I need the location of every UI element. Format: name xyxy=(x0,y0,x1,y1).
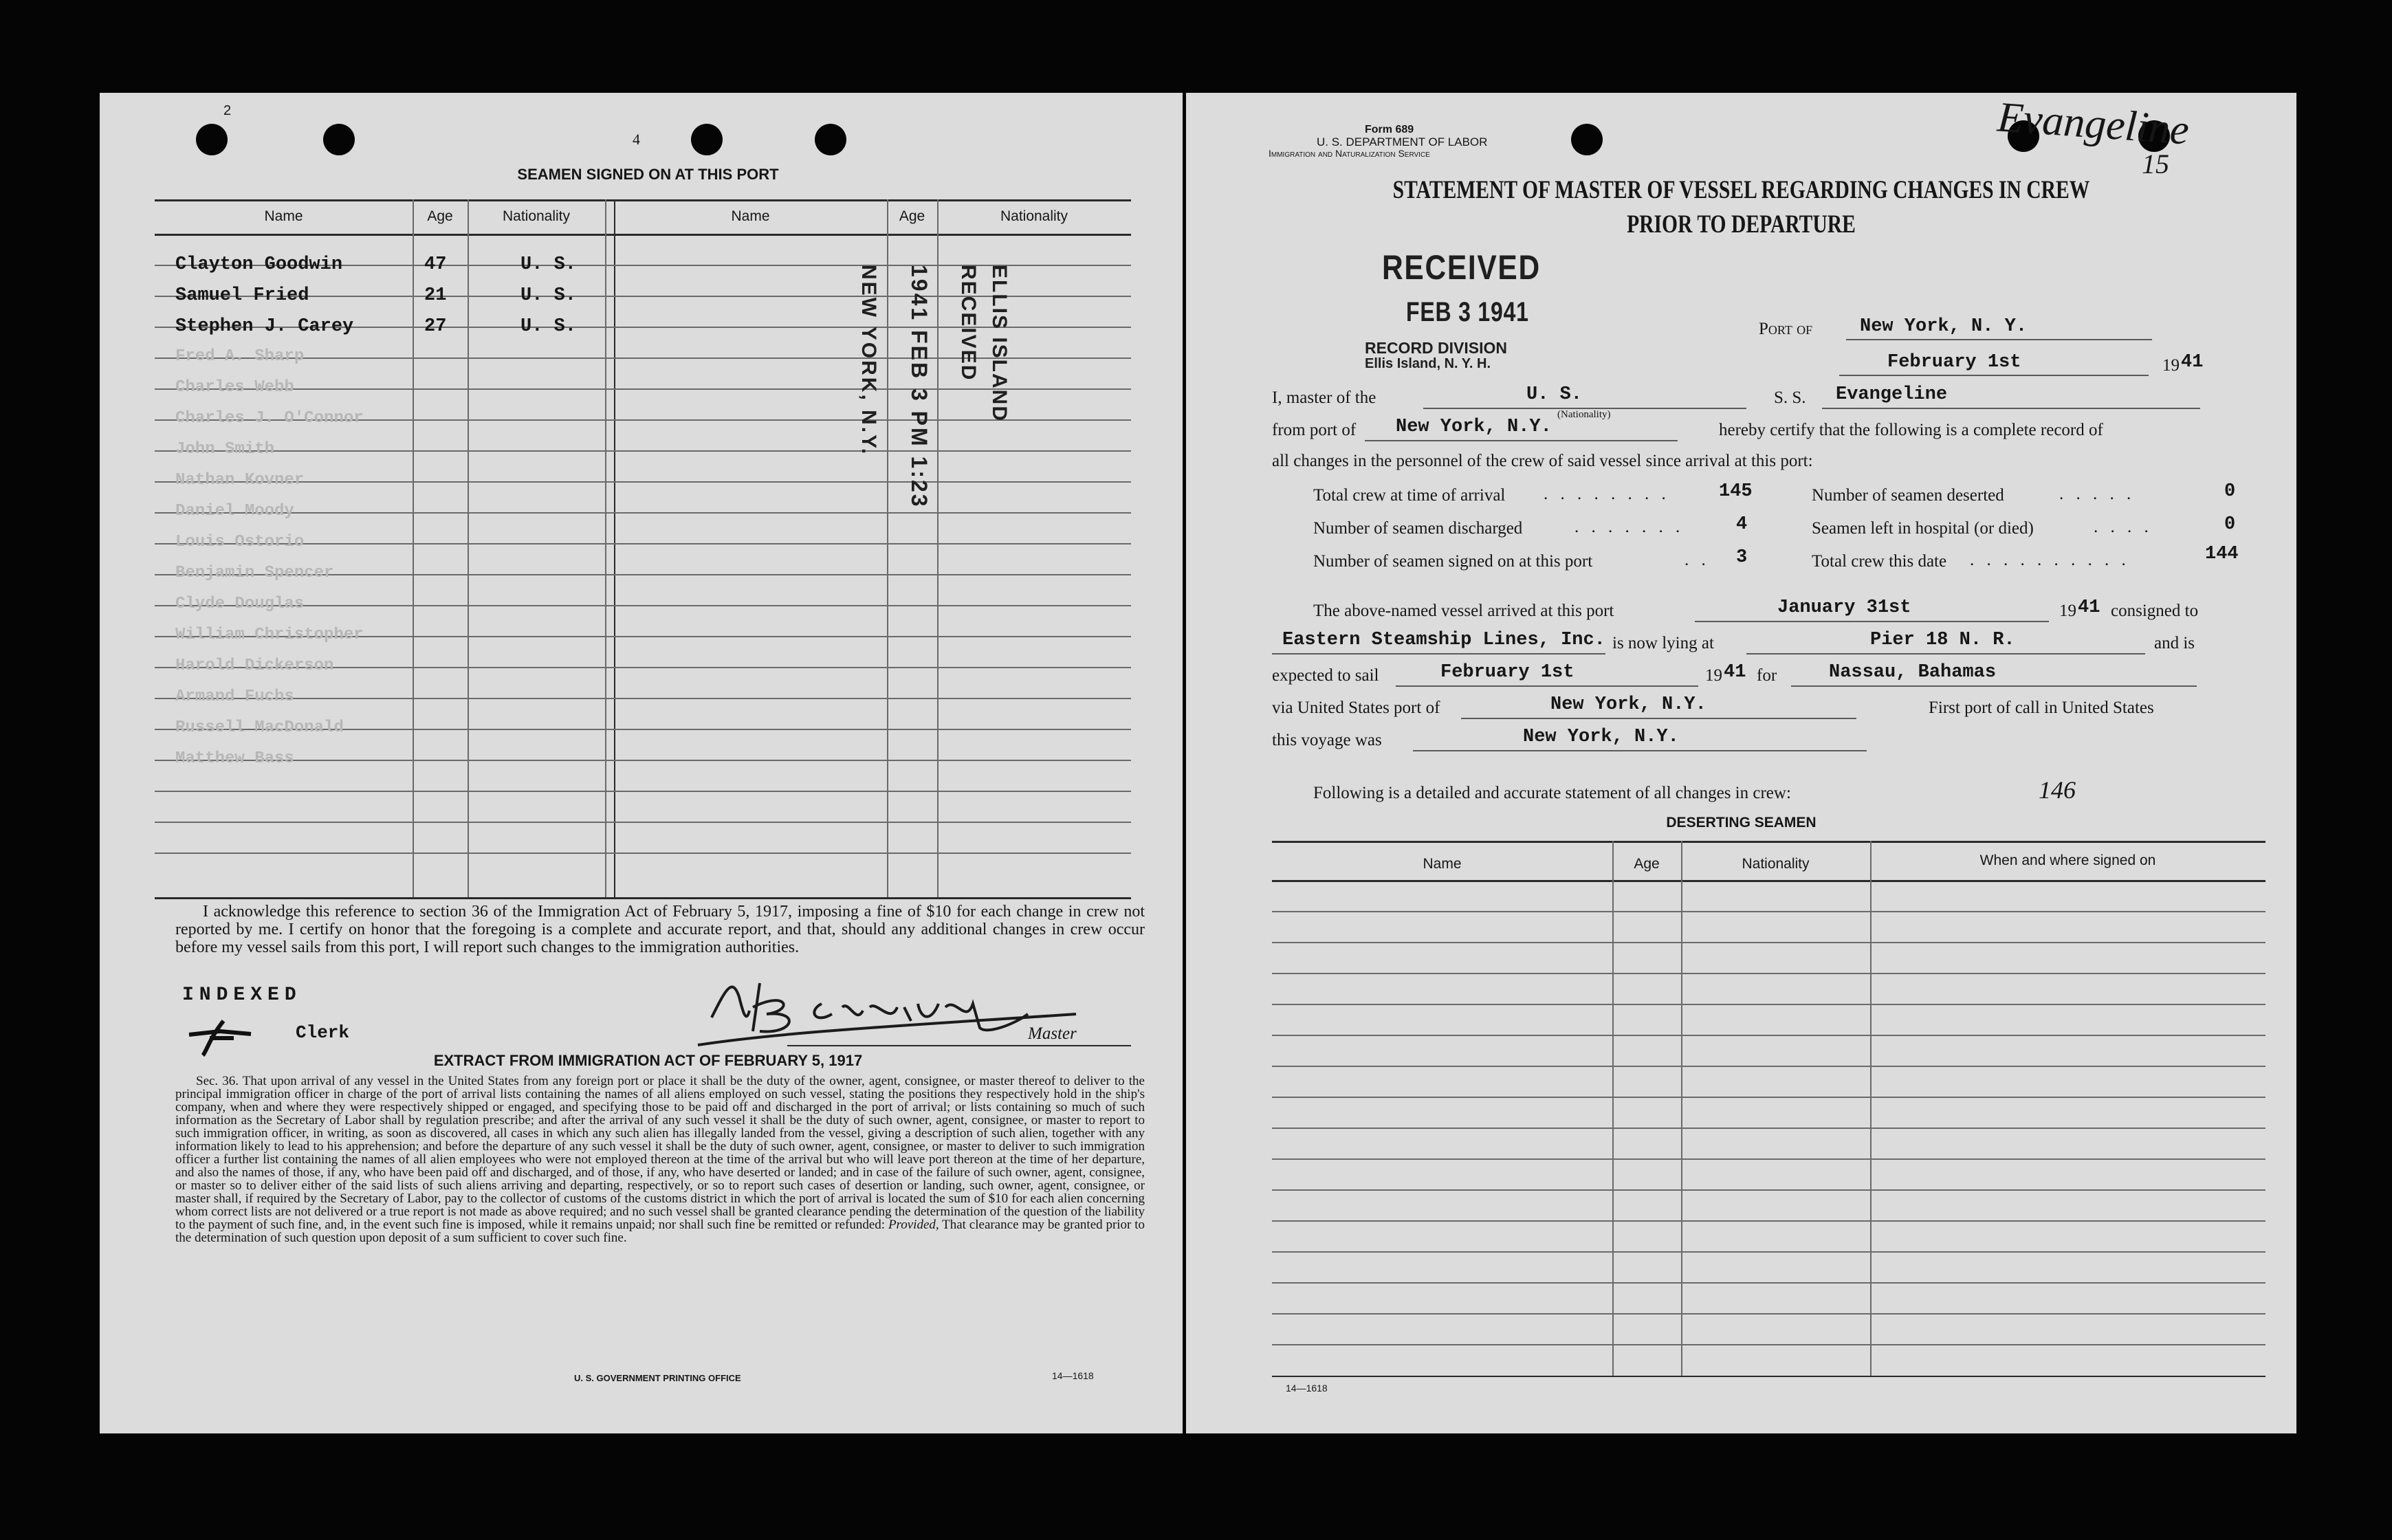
punch-hole xyxy=(1571,124,1603,155)
row-nationality: U. S. xyxy=(520,285,577,306)
received-stamp-date: FEB 3 1941 xyxy=(1406,297,1529,327)
stat-value: 144 xyxy=(2205,544,2239,564)
nationality-value: U. S. xyxy=(1526,384,1583,405)
bleed-through-name: Daniel Moody xyxy=(175,502,294,520)
punch-hole xyxy=(196,124,228,155)
ss-label: S. S. xyxy=(1774,388,1806,407)
stat-value: 145 xyxy=(1719,481,1753,502)
right-page: Form 689 U. S. DEPARTMENT OF LABOR Immigration and Naturalization Service Evangeline 15 STATEMENT OF MASTER OF VESSEL REGARDING CHANGES IN CREW PRIOR TO DEPARTURE RECEIVED FEB 3 1941 RECORD DIVISION Ellis Island, N. Y. H. Port of New York, N. Y. February 1st 19 41 I, master of the U. S. (Nationality) S. S. Evangeline from port of New York, N.Y. hereby certify that the following is a complete record of all changes in the personnel of the crew of said vessel since arrival at this port: Total crew at time of arrival . . . . . . . . 145 Number of seamen deserted . . . . . 0 Number of seamen discharged . . . . . . . 4 Seamen left in hospital (or died) . . . . 0 Number of seamen signed on at this port . . 3 Total crew this date . . . . . . . . . . 144 The above-named vessel arrived at this port January 31st 19 41 consigned to Eastern Steamship Lines, Inc. is now lying at Pier 18 N. R. and is expected to sail February 1st 19 41 for Nassau, Bahamas via United States port of New York, N.Y. First port of call in United States this voyage was New York, N.Y. Following is a detailed and accurate statement of all changes in crew: 146 DESERTING SEAMEN Name Age Nationality When and where signed on 14—1618 xyxy=(1186,93,2296,1433)
stat-value: 3 xyxy=(1736,547,1748,568)
stat-label: Number of seamen deserted xyxy=(1812,486,2004,505)
received-stamp-place: Ellis Island, N. Y. H. xyxy=(1365,356,1491,371)
indexed-stamp: INDEXED xyxy=(182,984,302,1006)
bleed-through-name: Matthew Bass xyxy=(175,749,294,768)
stat-value: 4 xyxy=(1736,514,1748,535)
bleed-through-name: Clyde Douglas xyxy=(175,595,305,613)
via-port: New York, N.Y. xyxy=(1550,694,1707,715)
destination: Nassau, Bahamas xyxy=(1829,662,1997,683)
ellis-island-stamp: RECEIVED xyxy=(957,265,980,382)
ellis-island-stamp-line2: 1941 FEB 3 PM 1:23 xyxy=(907,265,932,509)
form-title: STATEMENT OF MASTER OF VESSEL REGARDING CHANGES IN CREW xyxy=(1392,176,2090,204)
handwritten-mark: 15 xyxy=(2142,148,2169,179)
section-36-text xyxy=(175,1075,1145,1244)
department: U. S. DEPARTMENT OF LABOR xyxy=(1317,135,1488,148)
stat-label: Number of seamen signed on at this port xyxy=(1313,552,1593,571)
certify-text: hereby certify that the following is a complete record of xyxy=(1719,421,2103,439)
handwritten-count: 146 xyxy=(2039,776,2076,804)
bleed-through-name: Charles J. O'Connor xyxy=(175,409,364,428)
section-end: That clearance may be granted prior to the determination of such question upon deposit of a sum sufficient to cover such fine. xyxy=(175,1218,1145,1245)
extract-title: EXTRACT FROM IMMIGRATION ACT OF FEBRUARY 5, 1917 xyxy=(433,1052,863,1069)
stat-value: 0 xyxy=(2224,514,2236,535)
bleed-through-name: Charles Webb xyxy=(175,378,294,397)
year-prefix: 19 xyxy=(2059,602,2076,620)
col-header-signed-on: When and where signed on xyxy=(1979,852,2156,868)
date-year-prefix: 19 xyxy=(2162,356,2180,375)
col-header-name: Name xyxy=(264,208,303,224)
ellis-island-stamp-line1: ELLIS ISLAND xyxy=(988,265,1011,423)
expected-label: expected to sail xyxy=(1272,666,1379,685)
row-nationality: U. S. xyxy=(520,254,577,275)
from-port-value: New York, N.Y. xyxy=(1396,417,1552,437)
service: Immigration and Naturalization Service xyxy=(1269,148,1430,159)
consigned-label: consigned to xyxy=(2111,602,2199,620)
bleed-through-name: Fred A. Sharp xyxy=(175,347,305,366)
stat-label: Total crew this date xyxy=(1812,552,1947,571)
page-number: 4 xyxy=(633,131,640,148)
bleed-through-name: William Christopher xyxy=(175,626,364,644)
date-value: February 1st xyxy=(1887,352,2021,373)
following-text: Following is a detailed and accurate statement of all changes in crew: xyxy=(1313,784,1791,802)
top-mark: 2 xyxy=(223,103,232,118)
col-header-name-2: Name xyxy=(731,208,770,224)
bleed-through-name: Armand Fuchs xyxy=(175,688,294,706)
stat-label: Total crew at time of arrival xyxy=(1313,486,1506,505)
vessel-name: Evangeline xyxy=(1836,384,1948,405)
row-age: 21 xyxy=(424,285,447,306)
form-number: Form 689 xyxy=(1365,124,1414,135)
port-value: New York, N. Y. xyxy=(1860,316,2028,337)
bleed-through-name: Harold Dickerson xyxy=(175,657,334,675)
bleed-through-name: Louis Ostorio xyxy=(175,533,305,551)
received-stamp-title: RECEIVED xyxy=(1382,248,1541,287)
from-port-label: from port of xyxy=(1272,421,1357,439)
row-name: Clayton Goodwin xyxy=(175,254,343,275)
left-page xyxy=(100,93,1183,1433)
ellis-island-stamp-line3: NEW YORK, N.Y. xyxy=(857,265,880,456)
arrival-year: 41 xyxy=(2078,597,2100,618)
year-prefix: 19 xyxy=(1705,666,1722,685)
row-name: Stephen J. Carey xyxy=(175,316,354,337)
section-lead: Sec. 36. xyxy=(196,1074,239,1088)
lying-label: is now lying at xyxy=(1612,634,1714,652)
section-body: That upon arrival of any vessel in the United States from any foreign port or place it shall be the duty of the owner, agent, consignee, or master thereof to deliver to the principal immigration officer in charge of the port of arrival lists containing the names of all aliens employed on such vessel, stating the positions they respectively hold in the ship's company, when and where they were respectively shipped or engaged, and specifying those to be paid off and discharged in the port of arrival; or lists containing so much of such information as the Secretary of Labor shall by regulation prescribe; and after the arrival of any such vessel it shall be the duty of such owner, agent, consignee, or master to report to such immigration officer, in writing, as soon as discovered, all cases in which any such alien has illegally landed from the vessel, giving a description of such alien, together with any information likely to lead to his apprehension; and before the departure of any such vessel it shall be the duty of such owner, agent, consignee, or master to deliver to such immigration officer a further list containing the names of all alien employees who were not employed thereon at the time of the arrival but who will leave port thereon at the time of her departure, and also the names of those, if any, who have been paid off and discharged, and of those, if any, who have deserted or landed; and in case of the failure of such owner, agent, consignee, or master so to deliver either of the said lists of such aliens arriving and departing, respectively, or so to report such cases of desertion or landing, such owner, agent, consignee, or master shall, if required by the Secretary of Labor, pay to the collector of customs of the customs district in which the port of arrival is located the sum of $10 for each alien concerning whom correct lists are not delivered or a true report is not made as above required; and no such vessel shall be granted clearance pending the determination of the question of the liability to the payment of such fine, and, in the event such fine is imposed, while it remains unpaid; nor shall such fine be remitted or refunded: xyxy=(175,1074,1145,1232)
row-name: Samuel Fried xyxy=(175,285,309,306)
row-nationality: U. S. xyxy=(520,316,577,337)
bleed-through-name: Russell MacDonald xyxy=(175,718,344,737)
row-age: 47 xyxy=(424,254,447,275)
stat-label: Number of seamen discharged xyxy=(1313,519,1523,538)
voyage-label: this voyage was xyxy=(1272,731,1382,749)
bleed-through-name: Nathan Kovner xyxy=(175,471,305,490)
sail-year: 41 xyxy=(1724,662,1746,683)
punch-hole xyxy=(323,124,355,155)
and-is-label: and is xyxy=(2154,634,2195,652)
section-title: SEAMEN SIGNED ON AT THIS PORT xyxy=(517,166,779,183)
col-header-name: Name xyxy=(1423,856,1462,872)
voyage-port: New York, N.Y. xyxy=(1523,727,1679,747)
punch-hole xyxy=(691,124,723,155)
first-port-label: First port of call in United States xyxy=(1929,698,2154,717)
col-header-age: Age xyxy=(1634,856,1660,872)
col-header-age: Age xyxy=(427,208,453,224)
bleed-through-name: Benjamin Spencer xyxy=(175,564,334,582)
port-label: Port of xyxy=(1759,320,1813,338)
for-label: for xyxy=(1757,666,1777,685)
date-year: 41 xyxy=(2181,352,2204,373)
clerk-label: Clerk xyxy=(296,1022,350,1043)
punch-hole xyxy=(815,124,846,155)
form-code: 14—1618 xyxy=(1052,1370,1094,1381)
form-subtitle: PRIOR TO DEPARTURE xyxy=(1627,210,1856,239)
deserting-title: DESERTING SEAMEN xyxy=(1666,815,1817,830)
col-header-nationality: Nationality xyxy=(1742,856,1810,872)
master-intro: I, master of the xyxy=(1272,388,1376,407)
col-header-nationality-2: Nationality xyxy=(1000,208,1068,224)
master-label: Master xyxy=(1028,1024,1077,1043)
acknowledgement-text: I acknowledge this reference to section 36 of the Immigration Act of February 5, 1917, imposing a fine of $10 for each change in crew not reported by me. I certify on honor that the foregoing is a complete and accurate report, and that, should any additional changes in crew occur before my vessel sails from this port, I will report such changes to the immigration authorities. xyxy=(175,903,1145,956)
bleed-through-name: John Smith xyxy=(175,440,275,459)
received-stamp-division: RECORD DIVISION xyxy=(1365,339,1508,357)
col-header-age-2: Age xyxy=(899,208,925,224)
arrival-date: January 31st xyxy=(1777,597,1911,618)
nationality-caption: (Nationality) xyxy=(1557,409,1611,420)
footer-code: 14—1618 xyxy=(1286,1383,1328,1394)
pier: Pier 18 N. R. xyxy=(1870,630,2015,650)
certify-text-2: all changes in the personnel of the crew of said vessel since arrival at this port: xyxy=(1272,452,1813,470)
gpo-imprint: U. S. GOVERNMENT PRINTING OFFICE xyxy=(574,1373,741,1383)
col-header-nationality: Nationality xyxy=(502,208,571,224)
stat-label: Seamen left in hospital (or died) xyxy=(1812,519,2034,538)
section-proviso: Provided, xyxy=(888,1218,939,1232)
arrived-label: The above-named vessel arrived at this port xyxy=(1313,602,1614,620)
sail-date: February 1st xyxy=(1440,662,1574,683)
stat-value: 0 xyxy=(2224,481,2236,502)
via-label: via United States port of xyxy=(1272,698,1440,717)
handwritten-vessel-name: Evangeline xyxy=(1996,94,2191,154)
row-age: 27 xyxy=(424,316,447,337)
consignee: Eastern Steamship Lines, Inc. xyxy=(1282,630,1605,650)
